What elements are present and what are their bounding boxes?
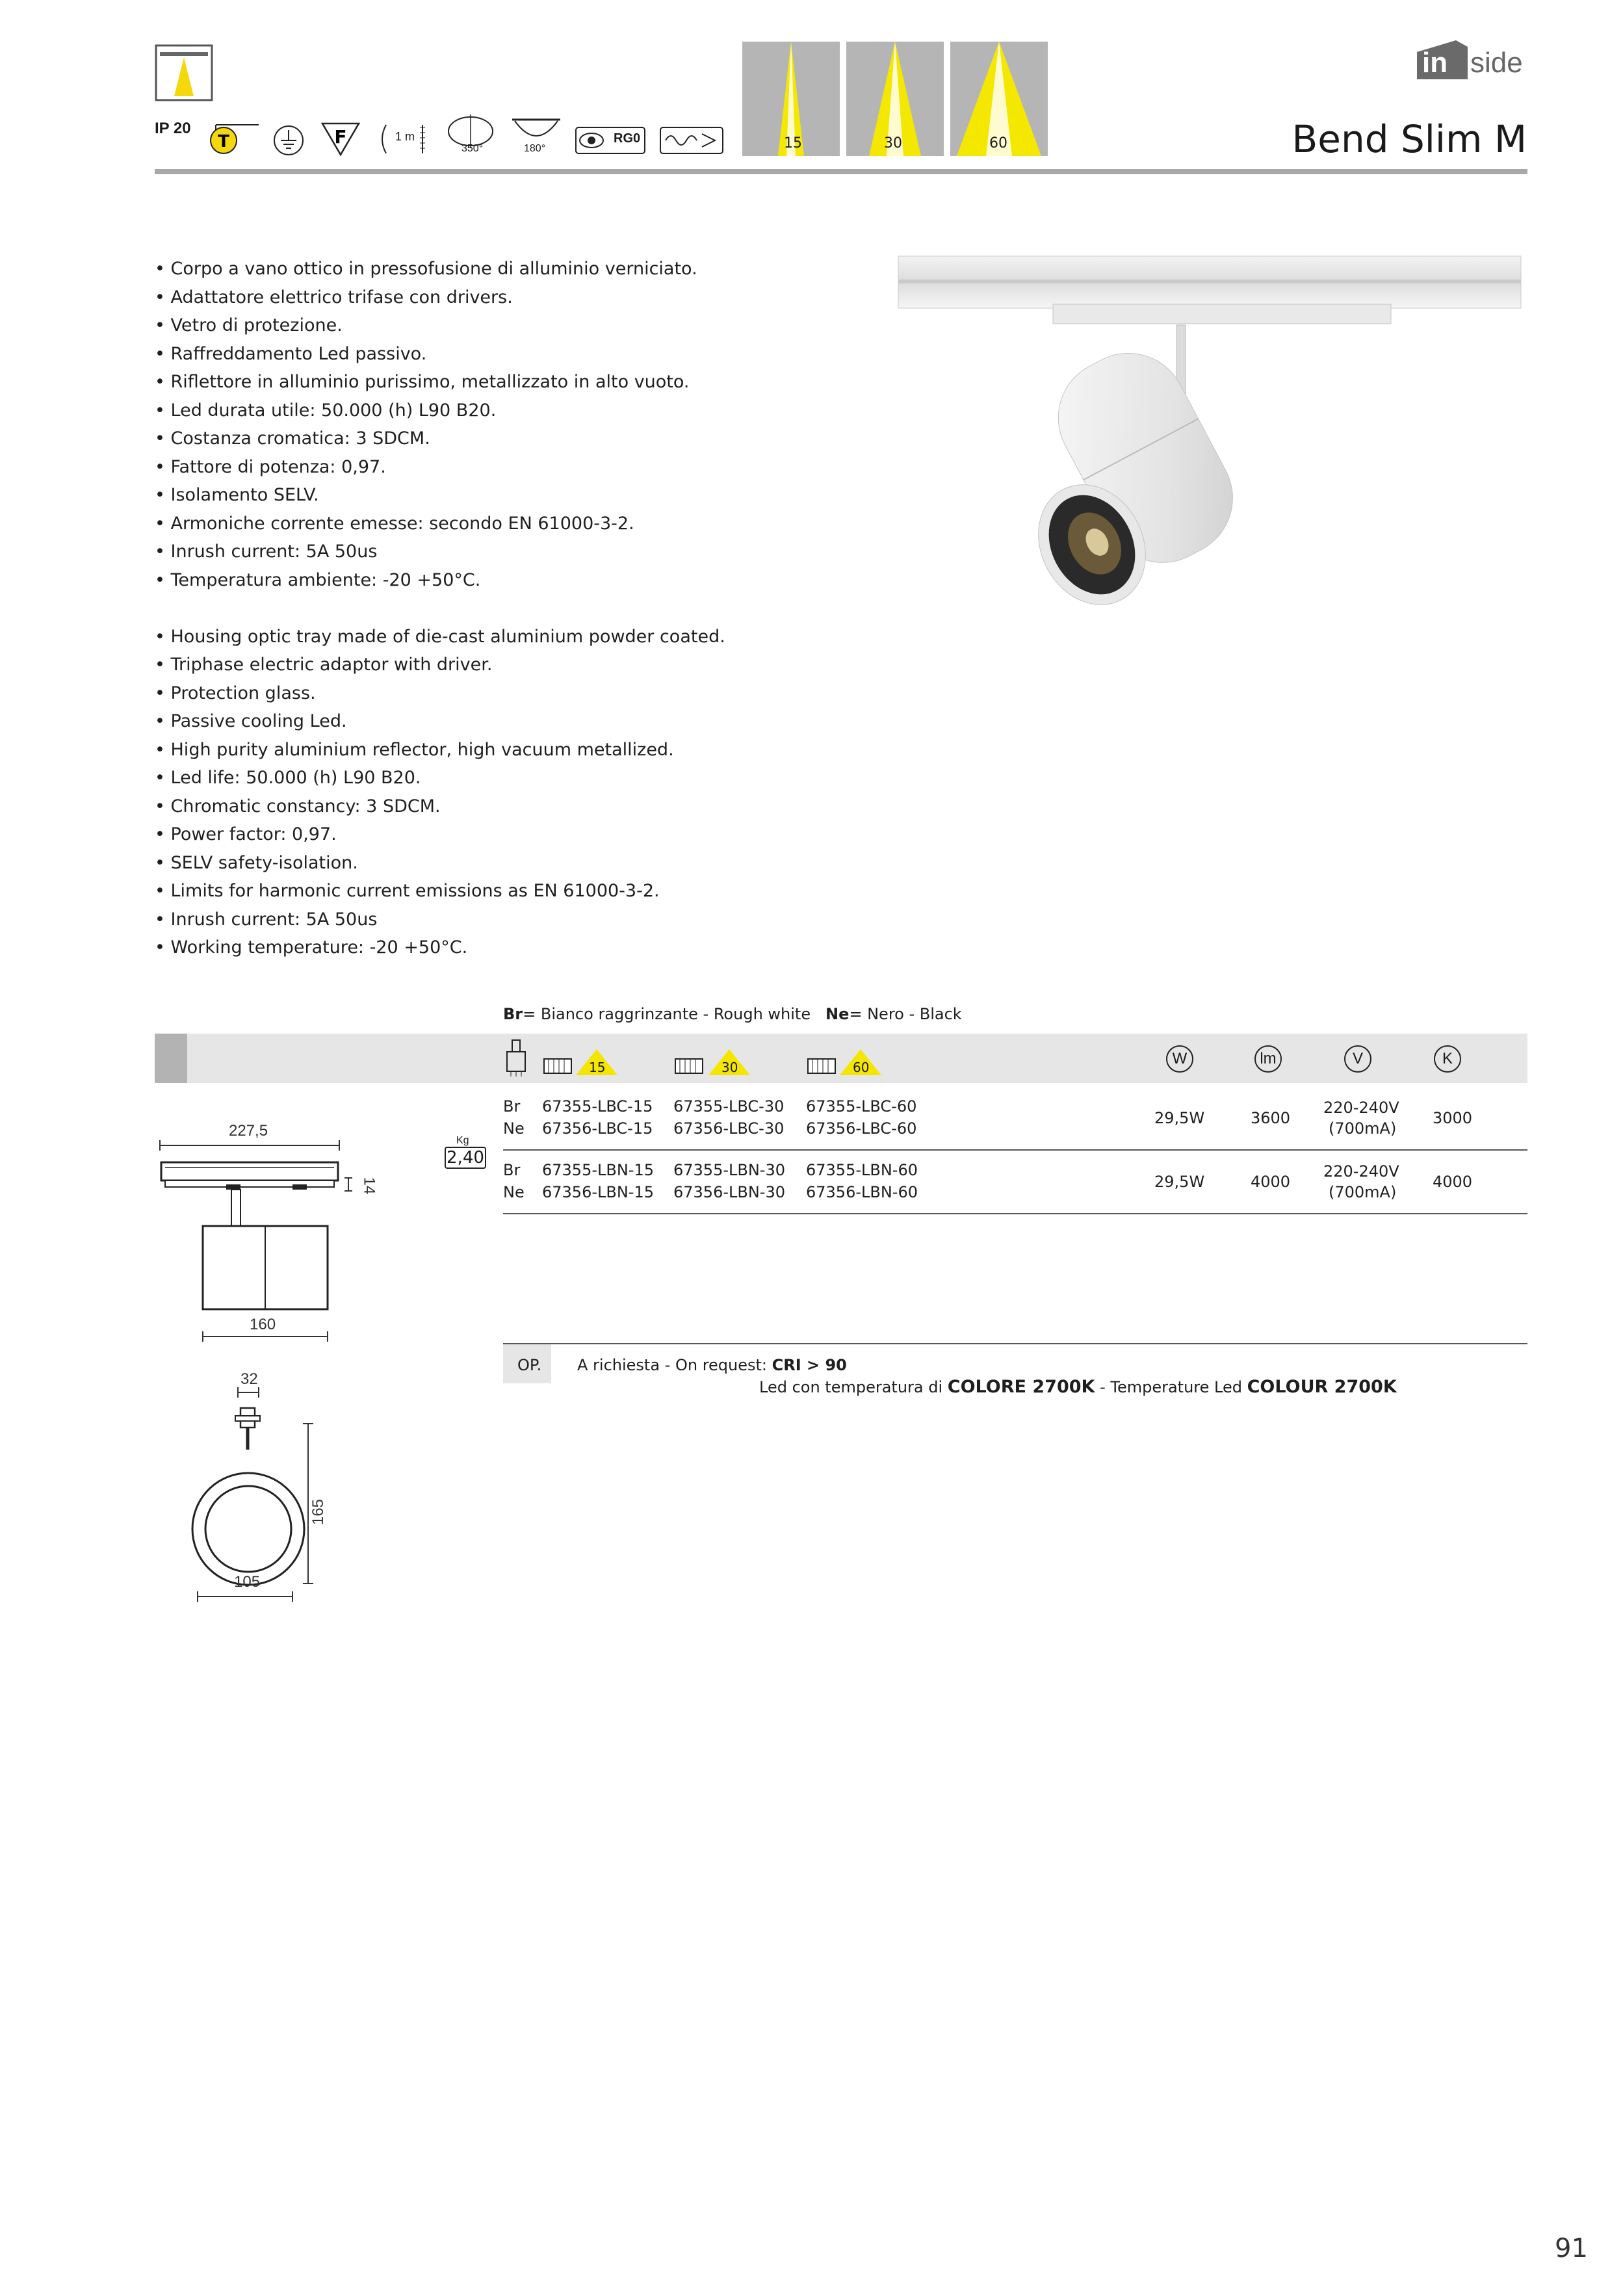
- led-module-icon: [543, 1058, 572, 1074]
- feature-it: • Raffreddamento Led passivo.: [155, 343, 427, 364]
- product-photo: [897, 254, 1527, 631]
- beam-30-label: 30: [884, 135, 902, 151]
- watt-value: 29,5W: [1154, 1173, 1205, 1191]
- feature-en: • Protection glass.: [155, 683, 316, 703]
- feature-en: • Triphase electric adaptor with driver.: [155, 655, 493, 675]
- feature-it: • Vetro di protezione.: [155, 315, 343, 335]
- kelvin-value: 3000: [1433, 1109, 1473, 1127]
- beam-15-label: 15: [784, 135, 802, 151]
- table-row: [503, 1183, 525, 1201]
- feature-it: • Isolamento SELV.: [155, 485, 319, 505]
- options-line2-mid: - Temperature Led: [1095, 1378, 1247, 1396]
- rotation-350-label: 350°: [461, 143, 484, 154]
- weight-value: 2,40: [445, 1147, 486, 1169]
- product-code: 67356-LBN-60: [806, 1183, 918, 1201]
- legend-ne-code: Ne: [825, 1005, 850, 1023]
- current-value: (700mA): [1329, 1119, 1397, 1138]
- lumen-icon: lm: [1254, 1045, 1282, 1073]
- feature-en: • Power factor: 0,97.: [155, 824, 337, 844]
- feature-it: • Led durata utile: 50.000 (h) L90 B20.: [155, 400, 497, 421]
- beam-header-label: 30: [721, 1060, 738, 1075]
- product-code: 67355-LBN-60: [806, 1161, 918, 1179]
- product-code: 67356-LBC-60: [806, 1119, 917, 1138]
- voltage-value: 220-240V: [1323, 1162, 1399, 1181]
- table-row: [503, 1097, 520, 1115]
- lumen-value: 4000: [1251, 1173, 1291, 1191]
- product-code: 67356-LBN-15: [542, 1183, 654, 1201]
- table-row: [503, 1119, 525, 1138]
- legend-ne-text: = Nero - Black: [849, 1005, 962, 1023]
- beam-60-label: 60: [989, 135, 1007, 151]
- ip-rating: IP 20: [155, 120, 191, 137]
- feature-it: • Inrush current: 5A 50us: [155, 541, 378, 562]
- rg0-label: RG0: [614, 131, 641, 146]
- options-label: OP.: [517, 1356, 542, 1374]
- feature-it: • Costanza cromatica: 3 SDCM.: [155, 428, 430, 449]
- finish-code: Ne: [503, 1183, 525, 1201]
- dim-top-width: 32: [240, 1370, 258, 1388]
- current-value: (700mA): [1329, 1183, 1397, 1201]
- product-code: 67355-LBC-15: [542, 1097, 653, 1115]
- dimmable-icon: [659, 126, 724, 155]
- options-line2-prefix: Led con temperatura di: [759, 1378, 948, 1396]
- svg-text:T: T: [218, 132, 229, 151]
- thermal-t-icon: [207, 120, 265, 159]
- svg-text:F: F: [334, 126, 347, 148]
- feature-en: • Passive cooling Led.: [155, 711, 347, 731]
- feature-en: • Chromatic constancy: 3 SDCM.: [155, 796, 441, 816]
- feature-en: • Inrush current: 5A 50us: [155, 909, 378, 930]
- dim-track-length: 227,5: [229, 1122, 268, 1140]
- product-code: 67356-LBC-30: [673, 1119, 785, 1138]
- options-divider: [503, 1343, 1527, 1344]
- watt-value: 29,5W: [1154, 1109, 1205, 1127]
- feature-en: • High purity aluminium reflector, high vacuum metallized.: [155, 739, 674, 760]
- spot-lamp-icon: [504, 1039, 528, 1078]
- led-module-icon: [675, 1058, 703, 1074]
- feature-it: • Adattatore elettrico trifase con drivers.: [155, 287, 513, 307]
- kelvin-value: 4000: [1433, 1173, 1473, 1191]
- cable-length: 1 m: [395, 130, 415, 143]
- product-code: 67356-LBC-15: [542, 1119, 653, 1138]
- lumen-value: 3600: [1251, 1109, 1291, 1127]
- ground-icon: [272, 124, 305, 157]
- beam-header-label: 15: [589, 1060, 606, 1075]
- feature-it: • Fattore di potenza: 0,97.: [155, 456, 386, 477]
- dim-body-length: 160: [250, 1316, 276, 1333]
- side-view-drawing: [155, 1118, 402, 1352]
- feature-en: • SELV safety-isolation.: [155, 852, 358, 873]
- features-list: [155, 255, 902, 962]
- finish-code: Br: [503, 1097, 521, 1115]
- dim-height: 165: [309, 1498, 328, 1526]
- dim-track-height: 14: [360, 1177, 378, 1195]
- weight-badge: [445, 1135, 486, 1171]
- product-code: 67355-LBC-30: [673, 1097, 785, 1115]
- header-rule: [155, 169, 1527, 174]
- table-row: [503, 1161, 520, 1179]
- weight-unit: Kg: [456, 1135, 469, 1146]
- f-mark-icon: [320, 121, 361, 157]
- brand-suffix: side: [1470, 47, 1523, 79]
- feature-en: • Working temperature: -20 +50°C.: [155, 937, 468, 958]
- finish-code: Br: [503, 1161, 521, 1179]
- options-line1: [577, 1356, 847, 1374]
- product-code: 67355-LBN-30: [673, 1161, 785, 1179]
- led-module-icon: [807, 1058, 836, 1074]
- legend-br-text: = Bianco raggrinzante - Rough white: [523, 1005, 811, 1023]
- legend-br-code: Br: [503, 1005, 523, 1023]
- page-number: 91: [1555, 2234, 1588, 2263]
- beam-header-label: 60: [853, 1060, 870, 1075]
- dim-diameter: 105: [234, 1573, 261, 1591]
- feature-it: • Riflettore in alluminio purissimo, metallizzato in alto vuoto.: [155, 372, 690, 392]
- options-colour: COLOUR 2700K: [1247, 1377, 1397, 1397]
- feature-en: • Housing optic tray made of die-cast aluminium powder coated.: [155, 626, 725, 647]
- row-divider: [503, 1213, 1527, 1214]
- product-code: 67356-LBN-30: [673, 1183, 785, 1201]
- front-view-drawing: [188, 1385, 331, 1606]
- voltage-value: 220-240V: [1323, 1099, 1399, 1117]
- feature-it: • Temperatura ambiente: -20 +50°C.: [155, 569, 481, 590]
- row-divider: [503, 1149, 1527, 1151]
- options-line1-prefix: A richiesta - On request:: [577, 1356, 772, 1374]
- options-line2: [759, 1377, 1397, 1397]
- options-cri: CRI > 90: [772, 1356, 847, 1374]
- product-code: 67355-LBN-15: [542, 1161, 654, 1179]
- feature-en: • Limits for harmonic current emissions as EN 61000-3-2.: [155, 881, 660, 901]
- downlight-icon: [155, 44, 213, 101]
- brand-prefix: in: [1422, 47, 1448, 79]
- watt-icon: W: [1166, 1045, 1193, 1073]
- product-title: Bend Slim M: [1292, 117, 1527, 161]
- feature-en: • Led life: 50.000 (h) L90 B20.: [155, 768, 421, 788]
- feature-it: • Corpo a vano ottico in pressofusione di alluminio verniciato.: [155, 259, 697, 279]
- options-colore: COLORE 2700K: [947, 1377, 1095, 1397]
- tilt-180-label: 180°: [524, 143, 546, 154]
- finish-legend: [503, 1005, 962, 1023]
- finish-code: Ne: [503, 1119, 525, 1138]
- product-code: 67355-LBC-60: [806, 1097, 917, 1115]
- volt-icon: V: [1344, 1045, 1371, 1073]
- kelvin-icon: K: [1434, 1045, 1461, 1073]
- feature-it: • Armoniche corrente emesse: secondo EN 61000-3-2.: [155, 513, 634, 534]
